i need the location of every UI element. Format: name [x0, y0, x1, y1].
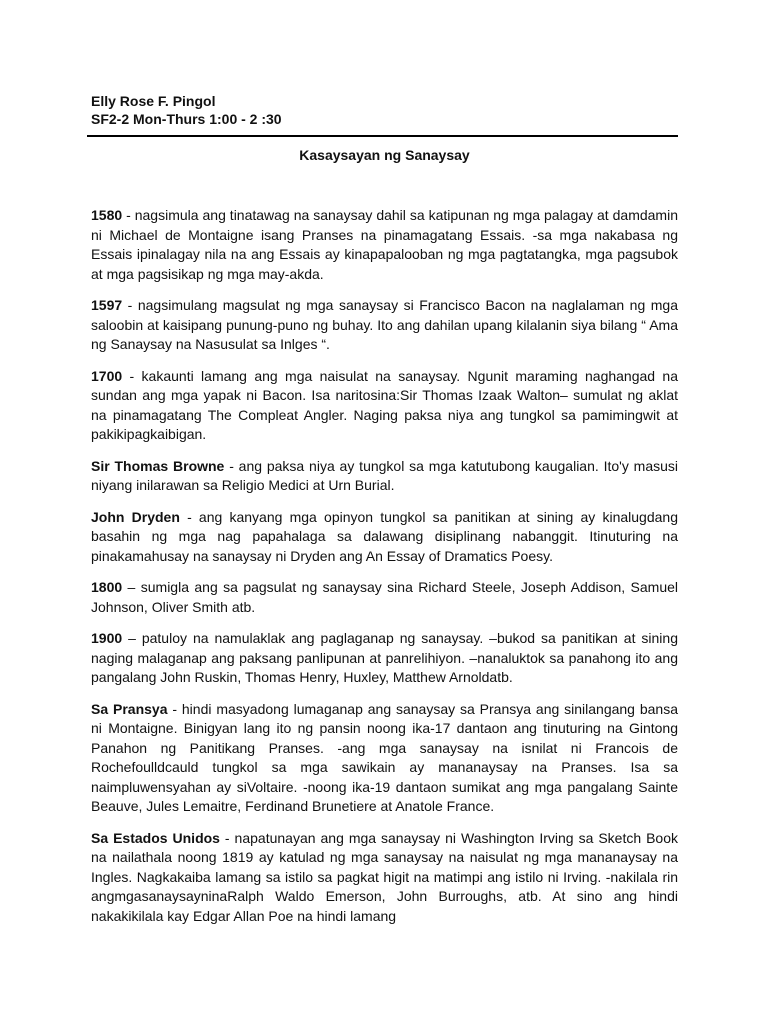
paragraph-lead: Sa Estados Unidos: [91, 829, 220, 846]
paragraph-text: - nagsimula ang tinatawag na sanaysay dahil sa katipunan ng mga palagay at damdamin ni Michael de Montaigne isang Pranses na pinamagatang Essais. -sa mga nakabasa ng Essais ipinalagay nila na ang Essais ay kinapapalooban ng mga pagtatangka, mga pagsubok at mga pagsisikap ng mga may-akda.: [91, 207, 678, 282]
paragraph-lead: 1900: [91, 630, 123, 646]
document-title: Kasaysayan ng Sanaysay: [299, 147, 470, 163]
class-schedule: SF2-2 Mon-Thurs 1:00 - 2 :30: [91, 111, 282, 127]
paragraph-john-dryden: [91, 508, 678, 567]
document-page: [91, 92, 679, 924]
author-name: Elly Rose F. Pingol: [91, 93, 216, 109]
paragraph-sa-estados-unidos: [91, 829, 678, 927]
header-divider: [87, 135, 678, 137]
paragraph-lead: Sa Pransya: [91, 700, 168, 717]
paragraph-text: - napatunayan ang mga sanaysay ni Washington Irving sa Sketch Book na nailathala noong 1819 ay katulad ng mga sanaysay na naisulat ng mga mananaysay na Ingles. Nagkakaiba lamang sa istilo sa pagkat higit na matimpi ang istilo ni Irving. -nakilala rin angmgasanaysayninaRalph Waldo Emerson, John Burroughs, atb. At sino ang hindi nakakikilala kay Edgar Allan Poe na hindi lamang: [91, 829, 678, 924]
paragraph-lead: John Dryden: [91, 508, 180, 525]
paragraph-1597: [91, 296, 678, 355]
paragraph-sa-pransya: [91, 700, 678, 817]
paragraph-text: - kakaunti lamang ang mga naisulat na sanaysay. Ngunit maraming naghangad na sundan ang mga yapak ni Bacon. Isa naritosina:Sir Thomas Izaak Walton– sumulat ng aklat na pinamagatang The Compleat Angler. Naging paksa niya ang tungkol sa pamimingwit at pakikipagkaibigan.: [91, 367, 678, 442]
paragraph-text: – sumigla ang sa pagsulat ng sanaysay sina Richard Steele, Joseph Addison, Samuel Johnson, Oliver Smith atb.: [91, 579, 678, 615]
paragraph-text: – patuloy na namulaklak ang paglaganap ng sanaysay. –bukod sa panitikan at sining naging malaganap ang paksang panlipunan at panrelihiyon. –nanaluktok sa panahong ito ang pangalang John Ruskin, Thomas Henry, Huxley, Matthew Arnoldatb.: [91, 630, 678, 685]
paragraph-text: - hindi masyadong lumaganap ang sanaysay sa Pransya ang sinilangang bansa ni Montaigne. Binigyan lang ito ng pansin noong ika-17 dantaon ang tinuturing na Gintong Panahon ng Panitikang Pranses. -ang mga sanaysay na isnilat ni Francois de Rochefoulldcauld tungkol sa mga sawikain ay mananaysay na Pranses. Isa sa naimpluwensyahan ay siVoltaire. -noong ika-19 dantaon sumikat ang mga pangalang Sainte Beauve, Jules Lemaitre, Ferdinand Brunetiere at Anatole France.: [91, 700, 678, 814]
paragraph-1900: [91, 629, 678, 688]
paragraph-lead: 1700: [91, 367, 123, 384]
document-body: [91, 206, 678, 938]
paragraph-lead: Sir Thomas Browne: [91, 457, 225, 474]
paragraph-1580: [91, 206, 678, 284]
paragraph-text: - ang kanyang mga opinyon tungkol sa panitikan at sining ay kinalugdang basahin ng mga nag papahalaga sa dalawang disiplinang nabanggit. Itinuturing na pinakamahusay na sanaysay ni Dryden ang An Essay of Dramatics Poesy.: [91, 508, 678, 564]
paragraph-lead: 1800: [91, 579, 123, 595]
paragraph-1800: [91, 578, 678, 617]
paragraph-text: - ang paksa niya ay tungkol sa mga katutubong kaugalian. Ito'y masusi niyang inilarawan sa Religio Medici at Urn Burial.: [91, 457, 679, 493]
paragraph-1700: [91, 367, 678, 445]
paragraph-lead: 1580: [91, 207, 123, 223]
paragraph-text: - nagsimulang magsulat ng mga sanaysay si Francisco Bacon na naglalaman ng mga saloobin at kaisipang punung-puno ng buhay. Ito ang dahilan upang kilalanin siya bilang “ Ama ng Sanaysay na Nasusulat sa Inlges “.: [91, 297, 678, 352]
paragraph-thomas-browne: [91, 457, 678, 496]
paragraph-lead: 1597: [91, 297, 123, 313]
